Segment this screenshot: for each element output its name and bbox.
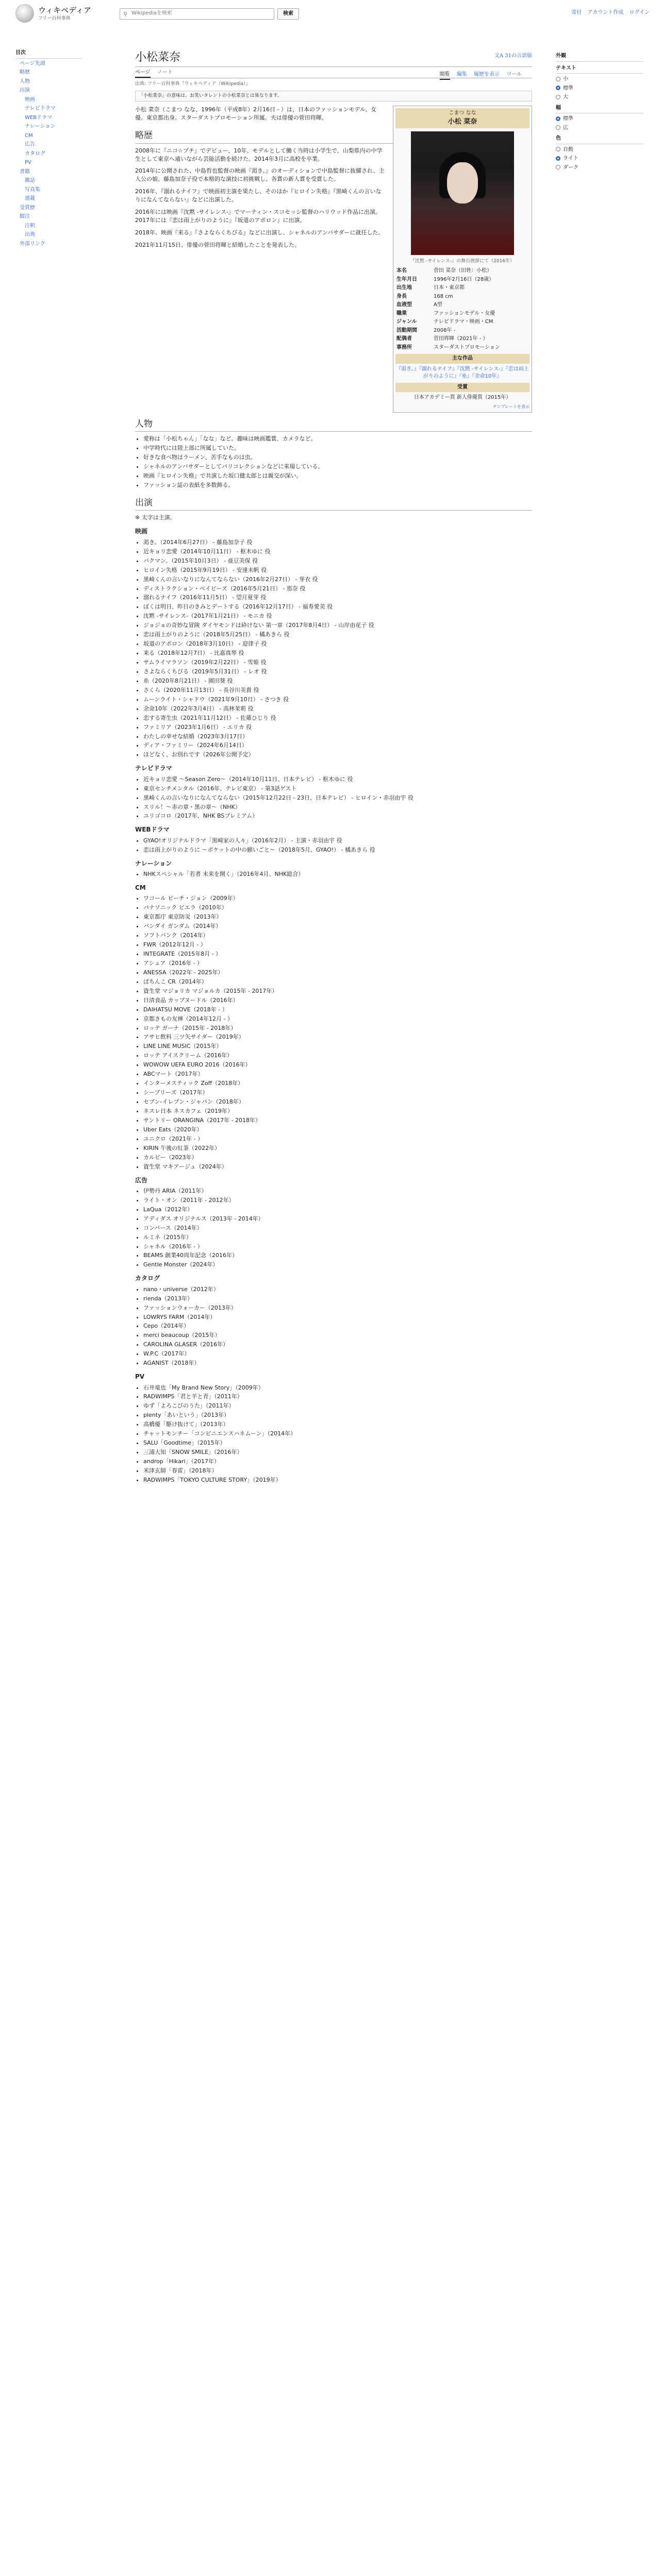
tab-talk[interactable]: ノート	[157, 70, 173, 75]
ad-item: • ルミネ（2015年）	[143, 1233, 532, 1242]
tab-edit[interactable]: 編集	[456, 72, 467, 77]
film-item: • さくら（2020年11月13日） - 長谷川美貴 役	[143, 686, 532, 694]
cm-item: • 資生堂 マキアージュ（2024年）	[143, 1163, 532, 1171]
pv-item: • 石井竜也「My Brand New Story」（2009年）	[143, 1384, 532, 1392]
pv-item: • plenty「あいという」（2013年）	[143, 1411, 532, 1419]
color-header: 色	[556, 135, 643, 144]
article-content	[135, 49, 532, 1487]
infobox-label: 職業	[396, 310, 407, 316]
hatnote: 「小松菜奈」の意味は、お笑いタレントの小松菜奈とは異なります。	[135, 91, 532, 101]
narration-list	[143, 870, 532, 878]
infobox-row	[395, 301, 529, 310]
appearance-panel	[556, 49, 643, 173]
toc-item[interactable]: 脚注	[20, 214, 30, 219]
option-label: 自動	[563, 146, 573, 152]
lead-paragraph: 小松 菜奈（こまつ なな、1996年（平成8年）2月16日 - ）は、日本のファッションモデル、女優。東京都出身。スターダストプロモーション所属。夫は俳優の菅田将暉。	[135, 106, 377, 122]
cm-item: • シーブリーズ（2017年）	[143, 1089, 532, 1097]
tv-item: • 東京センチメンタル（2016年、テレビ東京） - 第3話ゲスト	[143, 785, 532, 793]
film-item: • サムライマラソン（2019年2月22日） - 雪姫 役	[143, 658, 532, 667]
portrait-image[interactable]	[411, 131, 514, 255]
toc-item[interactable]: ナレーション	[25, 124, 56, 129]
infobox-row	[395, 327, 529, 335]
infobox-works: 『渇き。』『溺れるナイフ』『沈黙 -サイレンス-』『恋は雨上がりのように』『糸』『余命10年』	[396, 366, 529, 380]
cm-item: • カルビー（2023年）	[143, 1154, 532, 1162]
radio-button-icon[interactable]	[556, 95, 560, 99]
toc-item[interactable]: 連載	[25, 196, 35, 201]
option-row[interactable]	[556, 76, 643, 83]
section-film: 映画	[135, 528, 148, 535]
infobox-label: 配偶者	[396, 336, 412, 342]
film-item: • ファミリア（2023年1月6日） - エリカ 役	[143, 723, 532, 732]
pv-item: • 高橋優「駆け抜けて」（2013年）	[143, 1420, 532, 1429]
toc-item[interactable]: 雑誌	[25, 178, 35, 183]
film-item: • ほどなく、お別れです（2026年公開予定）	[143, 751, 532, 759]
infobox-row	[395, 276, 529, 284]
cm-item: • バンダイ ガンダム（2014年）	[143, 922, 532, 930]
section-person: 人物	[135, 418, 532, 432]
infobox-value: A型	[434, 302, 442, 308]
section-tv: テレビドラマ	[135, 765, 172, 772]
donate-link[interactable]: 寄付	[571, 10, 582, 15]
option-row[interactable]	[556, 164, 643, 172]
film-item: • 渇き。（2014年6月27日） - 藤島加奈子 役	[143, 538, 532, 547]
toc-item[interactable]: 広告	[25, 142, 35, 147]
wikipedia-globe-logo[interactable]	[15, 4, 34, 23]
toc-item[interactable]: 人物	[20, 78, 30, 84]
radio-button-icon[interactable]	[556, 77, 560, 81]
cm-item: • Uber Eats（2020年）	[143, 1126, 532, 1134]
cm-item: • ユニクロ（2021年 - ）	[143, 1135, 532, 1143]
ad-item: • LaQua（2012年）	[143, 1206, 532, 1214]
ad-item: • ライト・オン（2011年 - 2012年）	[143, 1196, 532, 1205]
cm-item: • アシュア（2016年 - ）	[143, 959, 532, 968]
ad-item: • コンバース（2014年）	[143, 1224, 532, 1232]
search-input[interactable]	[131, 10, 271, 16]
page-title: 小松菜奈	[135, 51, 181, 64]
cm-list	[143, 894, 532, 1171]
infobox-table	[395, 267, 529, 352]
section-cm: CM	[135, 884, 146, 891]
cm-item: • 京都きもの友禅（2014年12月 - ）	[143, 1015, 532, 1023]
ad-item: • 伊勢丹 ARIA（2011年）	[143, 1187, 532, 1195]
text-size-options	[556, 76, 643, 101]
film-item: • 沈黙 -サイレンス-（2017年1月21日） - モニカ 役	[143, 612, 532, 620]
toc-item[interactable]: 受賞歴	[20, 205, 35, 211]
tab-tools[interactable]: ツール	[506, 72, 522, 77]
toc-title: 目次	[15, 49, 82, 59]
option-row[interactable]	[556, 115, 643, 123]
tv-item: • 近キョリ恋愛 ～Season Zero～（2014年10月11日、日本テレビ） - 枢木ゆに 役	[143, 775, 532, 784]
narration-item: • NHKスペシャル「若者 未来を開く」（2016年4月、NHK総合）	[143, 870, 532, 878]
pv-item: • androp「Hikari」（2017年）	[143, 1458, 532, 1466]
infobox-value: スターダストプロモーション	[434, 344, 500, 350]
film-item: • 溺れるナイフ（2016年11月5日） - 望月夏芽 役	[143, 594, 532, 602]
film-item: • 来る（2018年12月7日） - 比嘉真琴 役	[143, 649, 532, 657]
section-ads: 広告	[135, 1176, 148, 1184]
film-item: • 余命10年（2022年3月4日） - 高林茉莉 役	[143, 705, 532, 713]
option-label: 標準	[563, 116, 573, 122]
cm-item: • WOWOW UEFA EURO 2016（2016年）	[143, 1061, 532, 1069]
cm-item: • ぱちんこ CR（2014年）	[143, 978, 532, 986]
toc-item[interactable]: ページ先頭	[20, 60, 45, 66]
catalog-item: • LOWRYS FARM（2014年）	[143, 1313, 532, 1321]
film-item: • ジョジョの奇妙な冒険 ダイヤモンドは砕けない 第一章（2017年8月4日） - 山岸由花子 役	[143, 621, 532, 630]
person-item: • 中学時代には陸上部に所属していた。	[143, 444, 532, 452]
template-link[interactable]: テンプレートを表示	[492, 404, 529, 409]
infobox-row	[395, 284, 529, 293]
page-title-bar	[135, 49, 532, 67]
toc-item[interactable]: WEBドラマ	[25, 114, 53, 121]
catalog-item: • ファッションウォーカー（2013年）	[143, 1304, 532, 1312]
infobox-row	[395, 318, 529, 327]
option-label: 大	[563, 94, 568, 100]
infobox-award-header: 受賞	[395, 383, 529, 393]
film-item: • ムーンライト・シャドウ（2021年9月10日） - さつき 役	[143, 696, 532, 704]
bio-paragraph: 2016年には映画『沈黙 -サイレンス-』でマーティン・スコセッシ監督のハリウッド作品に出演。2017年には『恋は雨上がりのように』『坂道のアポロン』に出演。	[135, 209, 381, 224]
site-header	[0, 0, 662, 26]
option-row[interactable]	[556, 146, 643, 154]
film-item: • ディア・ファミリー（2024年6月14日）	[143, 741, 532, 750]
toc-item[interactable]: テレビドラマ	[25, 106, 56, 111]
film-item: • 恋は雨上がりのように（2018年5月25日） - 橘あきら 役	[143, 631, 532, 639]
catalog-item: • Cepo（2014年）	[143, 1322, 532, 1330]
option-row[interactable]	[556, 85, 643, 93]
infobox	[393, 106, 532, 412]
ad-item: • BEAMS 創業40周年記念（2016年）	[143, 1251, 532, 1260]
source-line: 出典: フリー百科事典『ウィキペディア（Wikipedia）』	[135, 81, 251, 87]
person-item: • 好きな食べ物はラーメン、苦手なものは虫。	[143, 453, 532, 462]
film-item: • さよならくちびる（2019年5月31日） - レオ 役	[143, 668, 532, 676]
bio-paragraph: 2021年11月15日、俳優の菅田将暉と結婚したことを発表した。	[135, 242, 300, 249]
cm-item: • セブン-イレブン・ジャパン（2018年）	[143, 1098, 532, 1106]
infobox-row	[395, 344, 529, 352]
cm-item: • INTEGRATE（2015年8月 - ）	[143, 950, 532, 958]
radio-button-icon[interactable]	[556, 156, 560, 161]
cm-item: • FWR（2012年12月 - ）	[143, 941, 532, 949]
tab-read[interactable]: 閲覧	[440, 69, 450, 80]
cm-item: • 資生堂 マジョリカ マジョルカ（2015年 - 2017年）	[143, 987, 532, 995]
person-item: • 愛称は「小松ちゃん」「なな」など。趣味は映画鑑賞、カメラなど。	[143, 435, 532, 443]
catalog-item: • nano・universe（2012年）	[143, 1285, 532, 1294]
pv-item: • 三浦大知「SNOW SMILE」（2016年）	[143, 1448, 532, 1456]
infobox-award: 日本アカデミー賞 新人俳優賞（2015年）	[413, 395, 511, 401]
site-name[interactable]: ウィキペディア	[38, 6, 91, 15]
cm-item: • ABCマート（2017年）	[143, 1070, 532, 1078]
option-label: ライト	[563, 156, 578, 161]
cm-item: • ワコール ピーチ・ジョン（2009年）	[143, 894, 532, 903]
infobox-value: ファッションモデル・女優	[434, 310, 495, 316]
cm-item: • DAIHATSU MOVE（2018年 - ）	[143, 1006, 532, 1014]
ads-list	[143, 1187, 532, 1269]
toc-item[interactable]: 写真集	[25, 187, 40, 193]
search-button[interactable]: 検索	[277, 8, 299, 20]
catalog-item: • AGANIST（2018年）	[143, 1359, 532, 1367]
site-tagline: フリー百科事典	[38, 16, 71, 21]
catalog-item: • CAROLINA GLASER（2016年）	[143, 1341, 532, 1349]
infobox-name: 小松 菜奈	[448, 117, 477, 126]
cm-item: • ネスレ日本 ネスカフェ（2019年）	[143, 1107, 532, 1115]
catalog-item: • W.P.C（2017年）	[143, 1350, 532, 1358]
width-options	[556, 115, 643, 132]
radio-button-icon[interactable]	[556, 165, 560, 170]
pv-item: • チャットモンチー「コンビニエンスハネムーン」（2014年）	[143, 1430, 532, 1438]
infobox-value: 菅田 菜奈（旧姓：小松）	[434, 268, 492, 274]
appearance-note: ※ 太字は主演。	[135, 514, 176, 521]
tab-history[interactable]: 履歴を表示	[474, 72, 500, 77]
cm-item: • 日清食品 カップヌードル（2016年）	[143, 996, 532, 1005]
portrait-face	[447, 162, 478, 204]
infobox-label: 出生地	[396, 285, 412, 291]
infobox-value: テレビドラマ・映画・CM	[434, 319, 493, 325]
section-pv: PV	[135, 1373, 145, 1381]
tab-page[interactable]: ページ	[135, 67, 151, 78]
radio-button-icon[interactable]	[556, 125, 560, 130]
tv-item: • スリル！～赤の章・黒の章～（NHK）	[143, 803, 532, 811]
infobox-label: 活動期間	[396, 327, 417, 333]
toc-item[interactable]: 出典	[25, 232, 35, 238]
infobox-label: 本名	[396, 268, 407, 274]
portrait-caption: 『沈黙 -サイレンス-』の舞台挨拶にて（2016年）	[410, 259, 515, 264]
catalog-item: • merci beaucoup（2015年）	[143, 1331, 532, 1340]
cm-item: • ANESSA（2022年 - 2025年）	[143, 969, 532, 977]
option-label: ダーク	[563, 164, 578, 171]
section-appearances: 出演	[135, 497, 532, 511]
film-list	[143, 538, 532, 759]
cm-item: • アサヒ飲料 三ツ矢サイダー（2019年）	[143, 1033, 532, 1041]
infobox-label: 身長	[396, 293, 407, 299]
film-item: • ヒロイン失格（2015年9月19日） - 安達未帆 役	[143, 566, 532, 574]
film-item: • バクマン。（2015年10月3日） - 亜豆美保 役	[143, 557, 532, 565]
section-catalog: カタログ	[135, 1275, 160, 1282]
login-link[interactable]: ログイン	[629, 10, 650, 15]
infobox-label: 生年月日	[396, 276, 417, 282]
option-label: 標準	[563, 85, 573, 91]
toc-item[interactable]: 書籍	[20, 168, 30, 175]
pv-item: • SALU「Goodtime」（2015年）	[143, 1439, 532, 1447]
toc-sidebar	[15, 49, 82, 249]
web-list	[143, 837, 532, 854]
pv-item: • RADWIMPS「TOKYO CULTURE STORY」（2019年）	[143, 1476, 532, 1484]
search-icon: ⚲	[123, 11, 128, 18]
search-box[interactable]	[120, 8, 274, 20]
infobox-value: 168 cm	[434, 293, 453, 299]
tv-item: • 黒崎くんの言いなりになんてならない（2015年12月22日 - 23日、日本テレビ） - ヒロイン・赤羽由宇 役	[143, 794, 532, 802]
ad-item: • Gentle Monster（2024年）	[143, 1261, 532, 1269]
person-list	[143, 435, 532, 489]
radio-button-icon[interactable]	[556, 147, 560, 151]
web-item: • 恋は雨上がりのように ～ポケットの中の願いごと～（2018年5月、GYAO!） - 橘あきら 役	[143, 846, 532, 854]
bio-paragraph: 2008年に『ニコ☆プチ』でデビュー、10年、モデルとして働く当時は小学生で、山梨県内の中学生として東京へ通いながら芸能活動を続けた。2014年3月に高校を卒業。	[135, 147, 383, 162]
bio-paragraph: 2016年、『溺れるナイフ』で映画初主演を果たし、そのほか『ヒロイン失格』『黒崎くんの言いなりになんてならない』などに出演した。	[135, 188, 382, 204]
option-row[interactable]	[556, 125, 643, 132]
film-item: • 坂道のアポロン（2018年3月10日） - 迎律子 役	[143, 640, 532, 648]
option-row[interactable]	[556, 94, 643, 101]
width-header: 幅	[556, 105, 643, 114]
appearance-title: 外観	[556, 53, 643, 62]
ad-item: • シャネル（2016年 - ）	[143, 1243, 532, 1251]
cm-item: • インターメスティック Zoff（2018年）	[143, 1079, 532, 1088]
infobox-row	[395, 267, 529, 276]
toc-item[interactable]: 外部リンク	[20, 241, 45, 247]
web-item: • GYAO!オリジナルドラマ「黒崎家の人々」（2016年2月） - 主演・赤羽由宇 役	[143, 837, 532, 845]
bio-paragraph: 2018年、映画『来る』『さよならくちびる』などに出演し、シャネルのアンバサダーに就任した。	[135, 229, 384, 236]
film-item: • 糸（2020年8月21日） - 園田葵 役	[143, 677, 532, 685]
film-item: • わたしの幸せな結婚（2023年3月17日）	[143, 733, 532, 741]
pv-list	[143, 1384, 532, 1484]
bio-paragraph: 2014年に公開された、中島哲也監督の映画『渇き。』のオーディションで中島監督に抜擢され、主人公の娘、藤島加奈子役で本格的な演技に初挑戦し、各賞の新人賞を受賞した。	[135, 167, 385, 183]
cm-item: • ロッテ アイスクリーム（2016年）	[143, 1052, 532, 1060]
cm-item: • 東京都庁 東京防災（2013年）	[143, 913, 532, 921]
tv-item: • ユリゴコロ（2017年、NHK BSプレミアム）	[143, 812, 532, 820]
infobox-label: ジャンル	[396, 319, 417, 325]
catalog-item: • rienda（2013年）	[143, 1295, 532, 1303]
pv-item: • ゆず「よろこびのうた」（2011年）	[143, 1402, 532, 1410]
pv-item: • RADWIMPS「君と羊と青」（2011年）	[143, 1393, 532, 1401]
infobox-label: 血液型	[396, 302, 412, 308]
infobox-value: 菅田将暉（2021年 - ）	[434, 336, 488, 342]
film-item: • 恋する寄生虫（2021年11月12日） - 佐薙ひじり 役	[143, 714, 532, 722]
option-label: 広	[563, 125, 568, 131]
cm-item: • ソフトバンク（2014年）	[143, 931, 532, 940]
pv-item: • 米津玄師「春雷」（2018年）	[143, 1467, 532, 1475]
option-label: 小	[563, 76, 568, 82]
language-selector[interactable]: 文A 31の言語版	[494, 53, 532, 59]
toc-item[interactable]: CM	[25, 132, 33, 139]
film-item: • ディストラクション・ベイビーズ（2016年5月21日） - 那奈 役	[143, 585, 532, 593]
toc-item[interactable]: 映画	[25, 96, 35, 103]
film-item: • 黒崎くんの言いなりになんてならない（2016年2月27日） - 芽衣 役	[143, 575, 532, 584]
toc-item[interactable]: PV	[25, 160, 31, 165]
cm-item: • KIRIN 午後の紅茶（2022年）	[143, 1144, 532, 1153]
catalog-list	[143, 1285, 532, 1367]
option-row[interactable]	[556, 155, 643, 163]
infobox-value: 日本・東京都	[434, 285, 465, 291]
film-item: • ぼくは明日、昨日のきみとデートする（2016年12月17日） - 福寿愛美 役	[143, 603, 532, 611]
infobox-header	[395, 108, 529, 128]
infobox-row	[395, 310, 529, 318]
page-tabs	[135, 67, 532, 78]
create-account-link[interactable]: アカウント作成	[587, 10, 624, 15]
section-narration: ナレーション	[135, 859, 172, 867]
section-biography: 略歴	[135, 129, 532, 144]
cm-item: • サントリー ORANGINA（2017年 - 2018年）	[143, 1116, 532, 1125]
cm-item: • LINE LINE MUSIC（2015年）	[143, 1042, 532, 1050]
infobox-value: 2008年 -	[434, 327, 456, 333]
person-item: • シャネルのアンバサダーとしてパリコレクションなどに来場している。	[143, 463, 532, 471]
infobox-row	[395, 335, 529, 344]
ad-item: • アディダス オリジナルス（2013年 - 2014年）	[143, 1215, 532, 1223]
infobox-value: 1996年2月16日（28歳）	[434, 276, 494, 282]
tv-list	[143, 775, 532, 821]
personal-tools	[567, 9, 650, 17]
radio-button-icon[interactable]	[556, 86, 560, 90]
cm-item: • ロッテ ガーナ（2015年 - 2018年）	[143, 1024, 532, 1032]
film-item: • 近キョリ恋愛（2014年10月11日） - 枢木ゆに 役	[143, 548, 532, 556]
toc-item[interactable]: 略歴	[20, 70, 30, 75]
text-size-header: テキスト	[556, 65, 643, 74]
infobox-label: 事務所	[396, 344, 412, 350]
toc-item[interactable]: 出演	[20, 88, 30, 93]
section-web: WEBドラマ	[135, 826, 170, 834]
radio-button-icon[interactable]	[556, 116, 560, 121]
infobox-row	[395, 293, 529, 301]
person-item: • ファッション誌の表紙を多数飾る。	[143, 481, 532, 489]
cm-item: • パナソニック ビエラ（2010年）	[143, 904, 532, 912]
color-options	[556, 146, 643, 172]
person-item: • 映画『ヒロイン失格』で共演した坂口健太郎とは親交が深い。	[143, 472, 532, 480]
infobox-works-header: 主な作品	[395, 354, 529, 364]
toc-item[interactable]: 注釈	[25, 223, 35, 229]
toc-item[interactable]: カタログ	[25, 150, 45, 157]
infobox-reading: こまつ なな	[449, 110, 476, 116]
